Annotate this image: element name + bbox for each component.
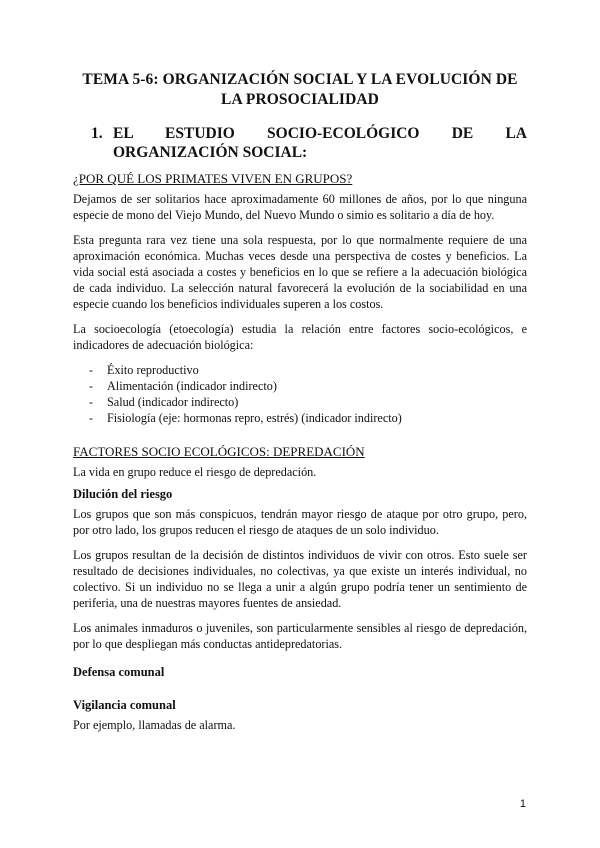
paragraph-solitarios: Dejamos de ser solitarios hace aproximadamente 60 millones de años, por lo que ninguna especie de mono del Viejo Mundo, del Nuevo Mundo o simio es solitario a día de hoy.	[73, 192, 527, 222]
list-item	[73, 410, 527, 426]
paragraph-conspicuos: Los grupos que son más conspicuos, tendrán mayor riesgo de ataque por otro grupo, pero, por otro lado, los grupos reducen el riesgo de ataques de un solo individuo.	[73, 507, 527, 537]
list-item-text: Éxito reproductivo	[107, 363, 199, 377]
paragraph-decision-individual: Los grupos resultan de la decisión de distintos individuos de vivir con otros. Esto suele ser resultado de decisiones individuales, no colectivas, ya que existe un interés individual, no colectivo. Si un individuo no se llega a unir a algún grupo podría tener un sentimiento de periferia, una de nuestras mayores fuentes de ansiedad.	[73, 548, 527, 610]
heading-vigilancia-comunal: Vigilancia comunal	[73, 698, 176, 712]
indicators-list	[73, 362, 527, 426]
list-item	[73, 378, 527, 394]
list-item-text: Fisiología (eje: hormonas repro, estrés) (indicador indirecto)	[107, 411, 402, 425]
heading-dilucion: Dilución del riesgo	[73, 487, 173, 501]
list-item	[73, 362, 527, 378]
heading-defensa-comunal: Defensa comunal	[73, 665, 165, 679]
section-heading-1	[73, 124, 527, 162]
bullet-dash: -	[89, 379, 94, 393]
paragraph-vigilancia: Por ejemplo, llamadas de alarma.	[73, 718, 236, 732]
section-number: 1.	[91, 125, 103, 142]
spacer	[73, 684, 527, 697]
paragraph-costes-beneficios: Esta pregunta rara vez tiene una sola respuesta, por lo que normalmente requiere de una aproximación económica. Muchas veces desde una perspectiva de costes y beneficios. La vida social está asociada a costes y beneficios en lo que se refiere a la adecuación biológica de cada individuo. La selección natural favorecerá la evolución de la sociabilidad en una especie cuando los beneficios individuales superen a los costos.	[73, 233, 527, 311]
page-number: 1	[519, 798, 526, 810]
document-title: TEMA 5-6: ORGANIZACIÓN SOCIAL Y LA EVOLUCIÓN DE LA PROSOCIALIDAD	[82, 71, 518, 108]
section-title: EL ESTUDIO SOCIO-ECOLÓGICO DE LA ORGANIZACIÓN SOCIAL:	[113, 125, 527, 161]
bullet-dash: -	[89, 395, 94, 409]
subheading-depredacion: FACTORES SOCIO ECOLÓGICOS: DEPREDACIÓN	[73, 444, 365, 459]
bullet-dash: -	[89, 411, 94, 425]
list-item-text: Alimentación (indicador indirecto)	[107, 379, 277, 393]
bullet-dash: -	[89, 363, 94, 377]
list-item	[73, 394, 527, 410]
list-item-text: Salud (indicador indirecto)	[107, 395, 239, 409]
paragraph-inmaduros: Los animales inmaduros o juveniles, son particularmente sensibles al riesgo de depredación, por lo que despliegan más conductas antidepredatorias.	[73, 621, 527, 651]
paragraph-socioecologia: La socioecología (etoecología) estudia la relación entre factores socio-ecológicos, e indicadores de adecuación biológica:	[73, 322, 527, 352]
subheading-primates: ¿POR QUÉ LOS PRIMATES VIVEN EN GRUPOS?	[73, 171, 353, 186]
paragraph-depredacion-intro: La vida en grupo reduce el riesgo de depredación.	[73, 465, 317, 479]
